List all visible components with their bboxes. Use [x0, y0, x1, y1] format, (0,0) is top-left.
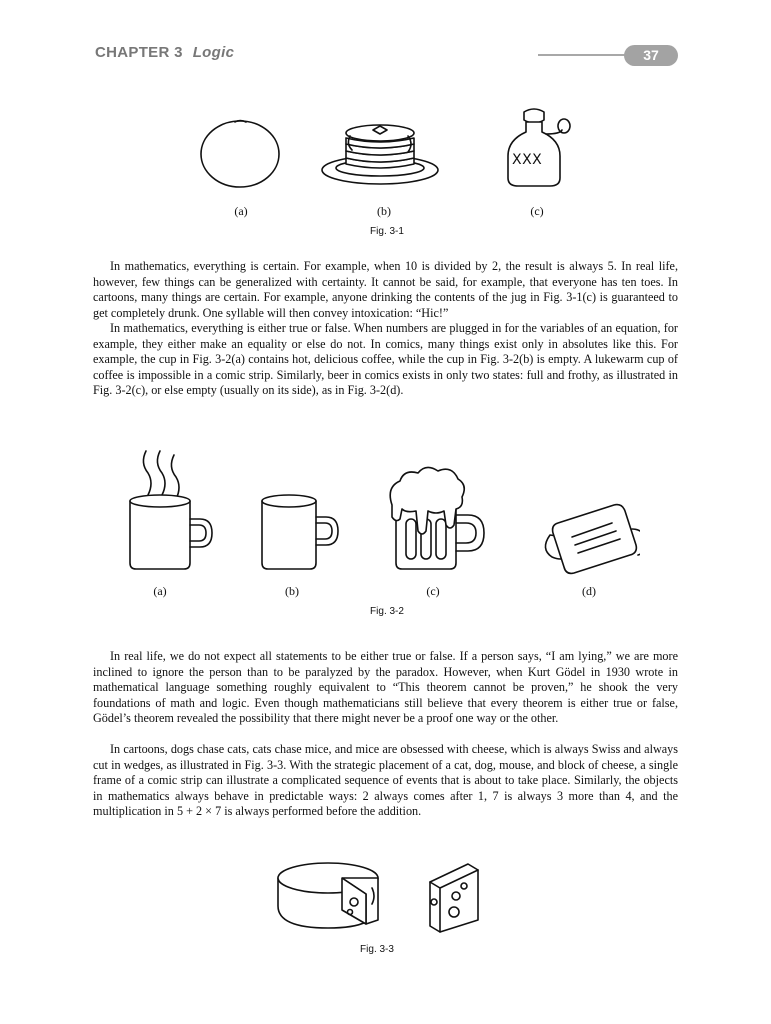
fig1-label-c: (c) [530, 204, 544, 218]
paragraph-1: In mathematics, everything is certain. For example, when 10 is divided by 2, the result is always 5. In real life, however, few things can be generalized with certainty. It cannot be said, for example, that everyone has ten toes. In cartoons, many things are certain. For example, anyone drinking the contents of the jug in Fig. 3-1(c) is guaranteed to get completely drunk. One syllable will then convey intoxication: “Hic!” [93, 259, 678, 320]
cheese-wheel-drawing [278, 863, 378, 928]
figure-3-2-drawing [120, 445, 640, 575]
fig2-label-c: (c) [426, 584, 440, 598]
hot-coffee-mug-drawing [130, 451, 212, 569]
paragraph-2: In mathematics, everything is either true or false. When numbers are plugged in for the variables of an equation, for example, they either make an equality or else do not. In comics, many things exist only in absolutes like this. For example, the cup in Fig. 3-2(a) contains hot, delicious coffee, while the cup in Fig. 3-2(b) is empty. A lukewarm cup of coffee is impossible in a comic strip. Similarly, beer in comics exists in only two states: full and frothy, as illustrated in Fig. 3-2(c), or else empty (usually on its side), as in Fig. 3-2(d). [93, 321, 678, 397]
fig1-label-b: (b) [377, 204, 391, 218]
fig2-label-b: (b) [285, 584, 299, 598]
fig2-label-a: (a) [153, 584, 167, 598]
jug-drawing [508, 109, 570, 186]
figure-3-3-drawing [270, 850, 490, 935]
paragraph-4: In cartoons, dogs chase cats, cats chase mice, and mice are obsessed with cheese, which is always Swiss and always cut in wedges, as illustrated in Fig. 3-3. With the strategic placement of a cat, dog, mouse, and block of cheese, a single frame of a comic strip can illustrate a complicated sequence of events that is about to take place. Similarly, the objects in mathematics always behave in predictable ways: 2 always comes after 1, 7 is always 3 more than 4, and the multiplication in 5 + 2 × 7 is always performed before the addition. [93, 742, 678, 818]
page-number-badge: 37 [624, 45, 678, 66]
fig1-caption: Fig. 3-1 [370, 226, 404, 237]
cheese-wedge-drawing [430, 864, 478, 932]
paragraph-3: In real life, we do not expect all statements to be either true or false. If a person says, “I am lying,” we are more inclined to ignore the person than to be paralyzed by the paradox. However, when Kurt Gödel in 1930 wrote in mathematical language something roughly equivalent to “This theorem cannot be proven,” he shook the very foundations of math and logic. Even though mathematicians still believe that every theorem is either true or false, Gödel’s theorem revealed the possibility that there might never be a proof one way or the other. [93, 649, 678, 725]
fig1-label-a: (a) [234, 204, 248, 218]
full-beer-mug-drawing [390, 467, 484, 569]
empty-mug-drawing [262, 495, 338, 569]
figure-3-3 [270, 850, 490, 935]
figure-3-1 [190, 100, 590, 200]
orange-drawing [201, 121, 279, 188]
fig2-label-d: (d) [582, 584, 596, 598]
fig2-caption: Fig. 3-2 [370, 606, 404, 617]
chapter-title: Logic [192, 44, 235, 61]
header-rule [538, 54, 630, 56]
running-header [95, 44, 234, 61]
fig3-caption: Fig. 3-3 [360, 944, 394, 955]
figure-3-1-drawing [190, 100, 590, 200]
jug-xxx-label: XXX [512, 152, 543, 168]
tipped-beer-mug-drawing [545, 505, 640, 574]
pancakes-drawing [322, 125, 438, 184]
chapter-label: CHAPTER 3 [95, 44, 183, 61]
figure-3-2 [120, 445, 640, 575]
